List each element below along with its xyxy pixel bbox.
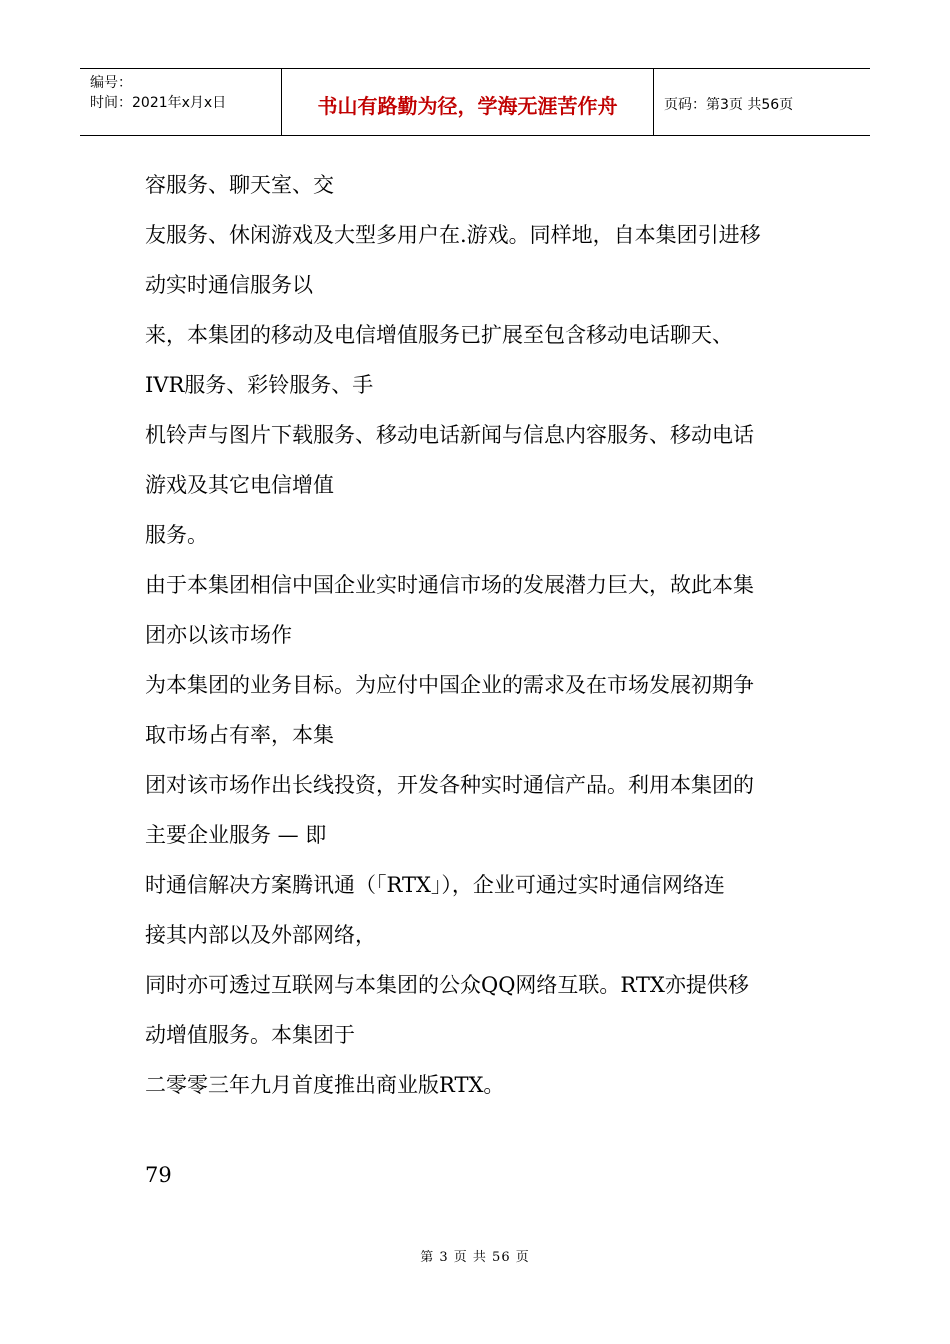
body-line: 来，本集团的移动及电信增值服务已扩展至包含移动电话聊天、 <box>145 323 733 347</box>
header-motto: 书山有路勤为径，学海无涯苦作舟 <box>282 69 654 135</box>
document-number-label: 编号： <box>90 75 132 91</box>
body-line: 团对该市场作出长线投资，开发各种实时通信产品。利用本集团的 <box>145 773 754 797</box>
body-line: 取市场占有率，本集 <box>145 723 334 747</box>
body-line: 同时亦可透过互联网与本集团的公众QQ网络互联。RTX亦提供移 <box>145 973 749 997</box>
header-page-info: 页码：第3页 共56页 <box>664 97 794 113</box>
body-line: 主要企业服务 — 即 <box>145 823 327 847</box>
body-line: 友服务、休闲游戏及大型多用户在.游戏。同样地，自本集团引进移 <box>145 223 761 247</box>
document-time-label: 时间：2021年x月x日 <box>90 95 227 111</box>
body-line: 服务。 <box>145 523 208 547</box>
body-line: 为本集团的业务目标。为应付中国企业的需求及在市场发展初期争 <box>145 673 754 697</box>
body-line: 机铃声与图片下载服务、移动电话新闻与信息内容服务、移动电话 <box>145 423 754 447</box>
body-line: 动增值服务。本集团于 <box>145 1023 355 1047</box>
header-meta-cell <box>80 69 282 135</box>
body-line: 二零零三年九月首度推出商业版RTX。 <box>145 1073 505 1097</box>
body-line: 游戏及其它电信增值 <box>145 473 334 497</box>
body-line: IVR服务、彩铃服务、手 <box>145 373 374 397</box>
body-line: 容服务、聊天室、交 <box>145 173 334 197</box>
body-line: 动实时通信服务以 <box>145 273 313 297</box>
body-line: 接其内部以及外部网络， <box>145 923 376 947</box>
page-footer: 第 3 页 共 56 页 <box>420 1250 530 1265</box>
document-header <box>80 68 870 136</box>
body-line: 时通信解决方案腾讯通（「RTX」），企业可通过实时通信网络连 <box>145 873 725 897</box>
inline-page-number: 79 <box>145 1163 172 1187</box>
document-body <box>145 160 825 1110</box>
body-line: 由于本集团相信中国企业实时通信市场的发展潜力巨大，故此本集 <box>145 573 754 597</box>
body-line: 团亦以该市场作 <box>145 623 292 647</box>
